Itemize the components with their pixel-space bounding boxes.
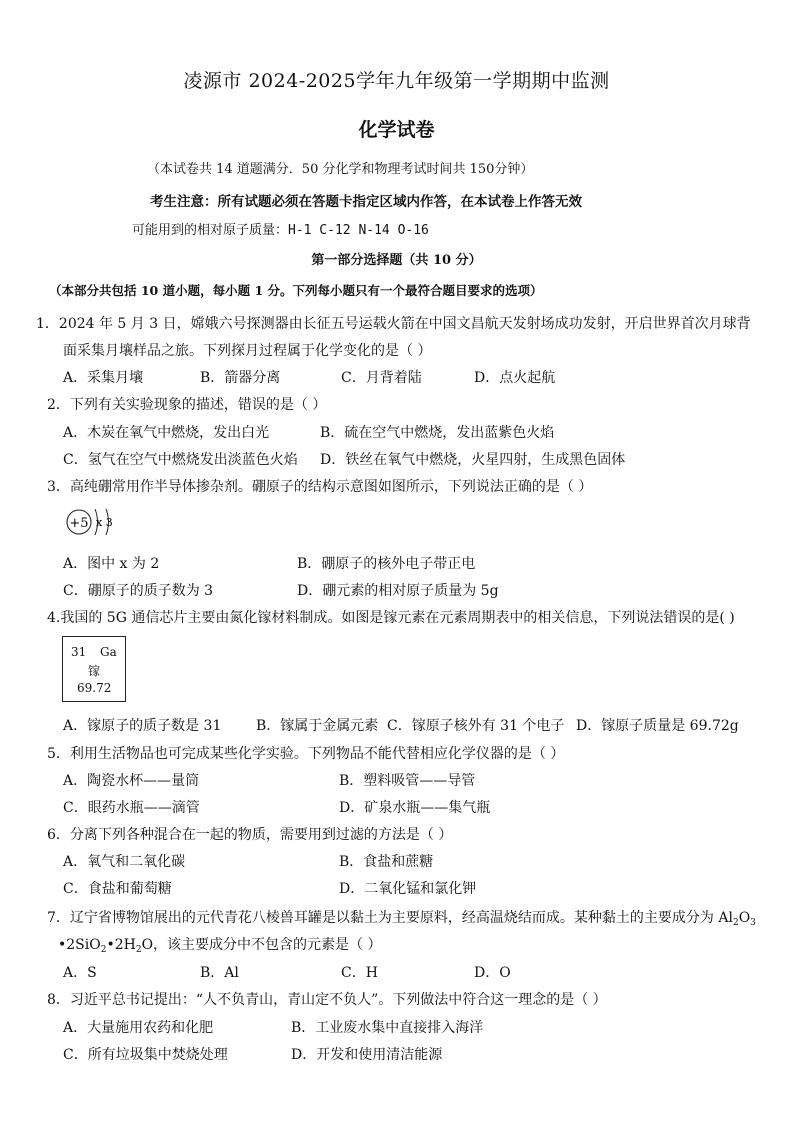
q3-option-c: C．硼原子的质子数为 3: [63, 583, 214, 599]
q7-sub-o: 3: [750, 918, 756, 928]
element-symbol: Ga: [100, 645, 117, 659]
q2-option-a: A．木炭在氧气中燃烧，发出白光: [63, 425, 270, 441]
exam-title: 凌源市 2024-2025学年九年级第一学期期中监测: [183, 70, 610, 92]
q8-option-b: B．工业废水集中直接排入海洋: [291, 1020, 484, 1036]
question-8-line1: 8．习近平总书记提出：“人不负青山，青山定不负人”。下列做法中符合这一理念的是（ ）: [47, 992, 607, 1008]
q5-option-c: C．眼药水瓶——滴管: [63, 800, 200, 816]
section-description: （本部分共包括 10 道小题，每小题 1 分。下列每小题只有一个最符合题目要求的选项）: [49, 283, 543, 298]
q7-formula-h: •2H: [106, 937, 136, 953]
q7-text: 7．辽宁省博物馆展出的元代青花八棱兽耳罐是以黏土为主要原料，经高温烧结而成。某种黏土的主要成分为 Al: [47, 910, 733, 926]
q7-sub-si: 2: [100, 945, 107, 955]
q3-option-d: D．硼元素的相对原子质量为 5g: [297, 583, 499, 599]
question-3-line1: 3．高纯硼常用作半导体掺杂剂。硼原子的结构示意图如图所示，下列说法正确的是（ ）: [47, 479, 593, 495]
exam-subtitle: 化学试卷: [358, 119, 435, 141]
boron-atom-structure-diagram: [62, 505, 126, 539]
exam-notice: 考生注意：所有试题必须在答题卡指定区域内作答，在本试卷上作答无效: [150, 194, 582, 210]
q4-option-a: A．镓原子的质子数是 31: [63, 718, 222, 734]
q7-formula-si: •2SiO: [58, 937, 101, 953]
q5-option-d: D．矿泉水瓶——集气瓶: [339, 800, 491, 816]
q4-option-b: B．镓属于金属元素: [256, 718, 379, 734]
exam-note: （本试卷共 14 道题满分．50 分化学和物理考试时间共 150分钟）: [147, 162, 534, 177]
q7-option-d: D．O: [474, 965, 511, 981]
q5-option-a: A．陶瓷水杯——量筒: [63, 773, 200, 789]
q2-option-b: B．硫在空气中燃烧，发出蓝紫色火焰: [320, 425, 555, 441]
q6-option-a: A．氧气和二氧化碳: [63, 854, 186, 870]
q8-option-d: D．开发和使用清洁能源: [291, 1047, 443, 1063]
q7-option-a: A．S: [63, 965, 97, 981]
gallium-element-card: [62, 636, 126, 702]
q2-option-c: C．氢气在空气中燃烧发出淡蓝色火焰: [63, 452, 298, 468]
q2-option-d: D．铁丝在氧气中燃烧，火星四射，生成黑色固体: [320, 452, 626, 468]
q7-sub-h: 2: [135, 945, 142, 955]
question-7-line1: [47, 907, 756, 927]
q7-line2-text: ，该主要成分中不包含的元素是（ ）: [153, 937, 382, 953]
q1-option-b: B．箭器分离: [200, 370, 281, 386]
question-2-line1: 2．下列有关实验现象的描述，错误的是（ ）: [47, 397, 327, 413]
nucleus-charge: +5: [69, 516, 89, 531]
q8-option-a: A．大量施用农药和化肥: [63, 1020, 214, 1036]
section-title: 第一部分选择题（共 10 分）: [311, 253, 482, 268]
q1-option-d: D．点火起航: [474, 370, 556, 386]
question-5-line1: 5．利用生活物品也可完成某些化学实验。下列物品不能代替相应化学仪器的是（ ）: [47, 746, 565, 762]
q1-option-c: C．月背着陆: [341, 370, 422, 386]
q8-option-c: C．所有垃圾集中焚烧处理: [63, 1047, 228, 1063]
q7-formula-o: O: [738, 910, 751, 926]
q7-sub-al: 2: [732, 918, 739, 928]
question-1-line2: 面采集月壤样品之旅。下列探月过程属于化学变化的是（ ）: [63, 343, 432, 359]
question-6-line1: 6．分离下列各种混合在一起的物质，需要用到过滤的方法是（ ）: [47, 827, 453, 843]
q7-option-b: B．Al: [200, 965, 239, 981]
question-7-line2: [58, 934, 382, 954]
q6-option-d: D．二氧化锰和氯化钾: [339, 881, 477, 897]
q4-option-c: C．镓原子核外有 31 个电子: [387, 718, 565, 734]
q6-option-c: C．食盐和葡萄糖: [63, 881, 172, 897]
atomic-mass: 69.72: [77, 681, 112, 695]
q5-option-b: B．塑料吸管——导管: [339, 773, 476, 789]
atomic-masses: 可能用到的相对原子质量：H-1 C-12 N-14 O-16: [132, 223, 429, 238]
q1-option-a: A．采集月壤: [63, 370, 144, 386]
element-name: 镓: [88, 664, 101, 678]
question-4-line1: 4.我国的 5G 通信芯片主要由氮化镓材料制成。如图是镓元素在元素周期表中的相关信息，下列说法错误的是( ): [47, 610, 735, 626]
q7-formula-o2: O: [141, 937, 154, 953]
electron-count-label: x 3: [96, 516, 113, 529]
q3-option-a: A．图中 x 为 2: [63, 556, 160, 572]
q6-option-b: B．食盐和蔗糖: [339, 854, 434, 870]
q3-option-b: B．硼原子的核外电子带正电: [297, 556, 476, 572]
question-1-line1: 1．2024 年 5 月 3 日，嫦娥六号探测器由长征五号运载火箭在中国文昌航天发射场成功发射，开启世界首次月球背: [36, 316, 751, 332]
q4-option-d: D．镓原子质量是 69.72g: [576, 718, 739, 734]
atomic-number: 31: [71, 645, 87, 659]
q7-option-c: C．H: [341, 965, 378, 981]
